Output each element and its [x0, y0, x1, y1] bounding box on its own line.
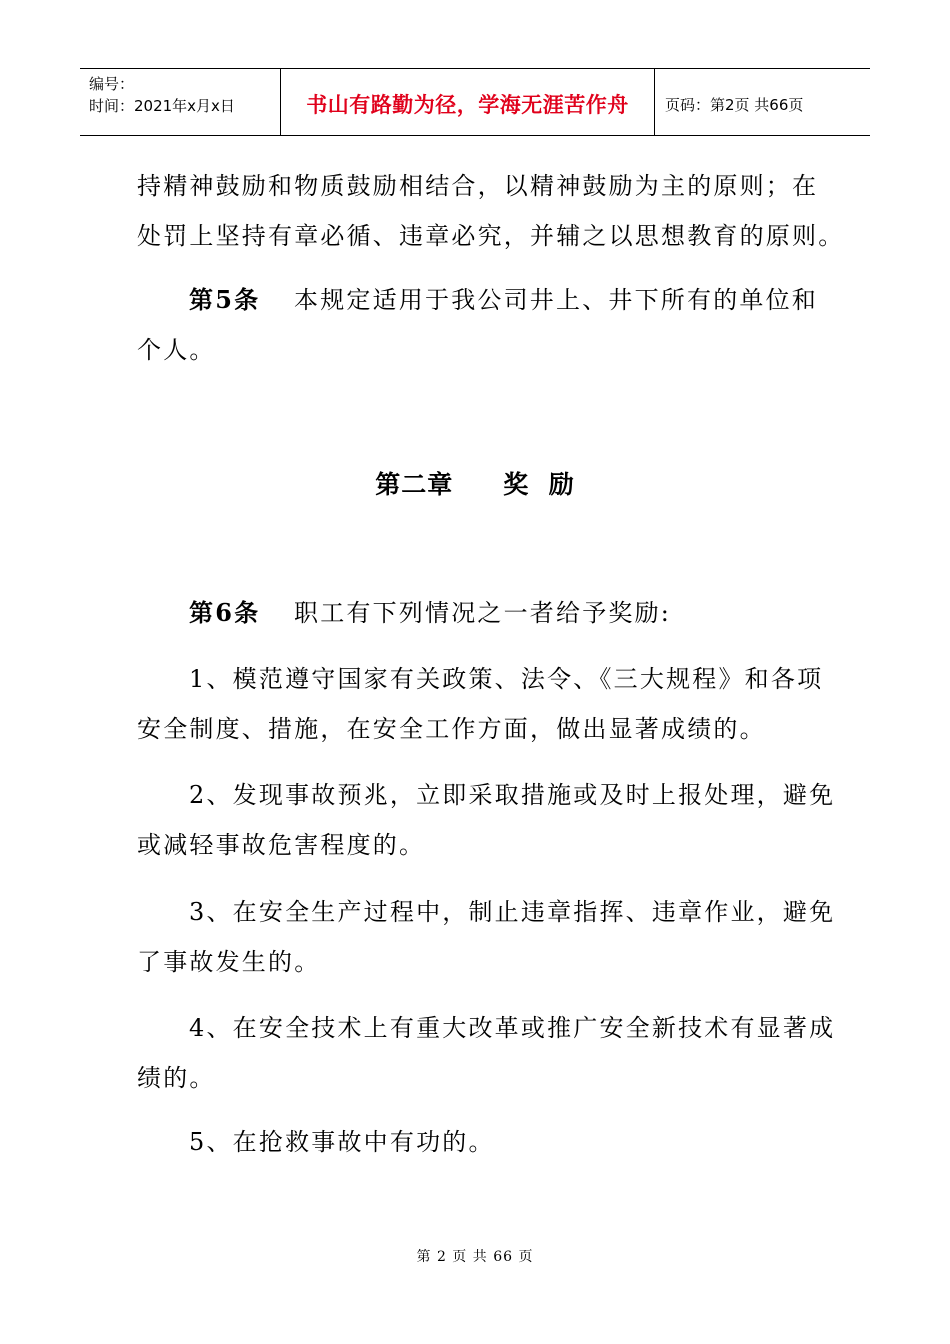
chapter-number: 第二章	[375, 470, 454, 499]
article-number: 第6条	[189, 598, 261, 627]
header-page-info: 页码：第2页 共66页	[665, 95, 804, 114]
list-item-line: 2、发现事故预兆，立即采取措施或及时上报处理，避免	[189, 781, 836, 809]
article-number: 第5条	[189, 285, 261, 314]
list-item-line: 或减轻事故危害程度的。	[137, 831, 426, 859]
article-text: 职工有下列情况之一者给予奖励:	[294, 599, 672, 627]
list-item-line: 安全制度、措施，在安全工作方面，做出显著成绩的。	[137, 715, 766, 743]
header-motto-cell	[281, 69, 655, 135]
header-motto: 书山有路勤为径，学海无涯苦作舟	[306, 93, 629, 117]
header-page-cell	[655, 69, 870, 135]
document-number-label: 编号：	[89, 75, 135, 93]
article-text: 本规定适用于我公司井上、井下所有的单位和	[294, 286, 818, 314]
paragraph-line: 持精神鼓励和物质鼓励相结合，以精神鼓励为主的原则；在	[137, 172, 819, 200]
article-6	[189, 598, 671, 628]
document-date-label: 时间：2021年x月x日	[89, 97, 235, 115]
list-item-line: 5、在抢救事故中有功的。	[189, 1128, 495, 1156]
list-item-line: 4、在安全技术上有重大改革或推广安全新技术有显著成	[189, 1014, 836, 1042]
list-item-line: 了事故发生的。	[137, 948, 321, 976]
header-meta-cell	[80, 69, 281, 135]
list-item-line: 3、在安全生产过程中，制止违章指挥、违章作业，避免	[189, 898, 836, 926]
chapter-heading	[0, 470, 950, 500]
page-footer: 第 2 页 共 66 页	[416, 1249, 534, 1265]
article-5	[189, 285, 818, 315]
list-item-line: 绩的。	[137, 1064, 216, 1092]
paragraph-line: 个人。	[137, 336, 216, 364]
paragraph-line: 处罚上坚持有章必循、违章必究，并辅之以思想教育的原则。	[137, 222, 845, 250]
list-item-line: 1、模范遵守国家有关政策、法令、《三大规程》和各项	[189, 665, 824, 693]
chapter-title: 奖 励	[503, 470, 575, 499]
page-header	[80, 68, 870, 136]
